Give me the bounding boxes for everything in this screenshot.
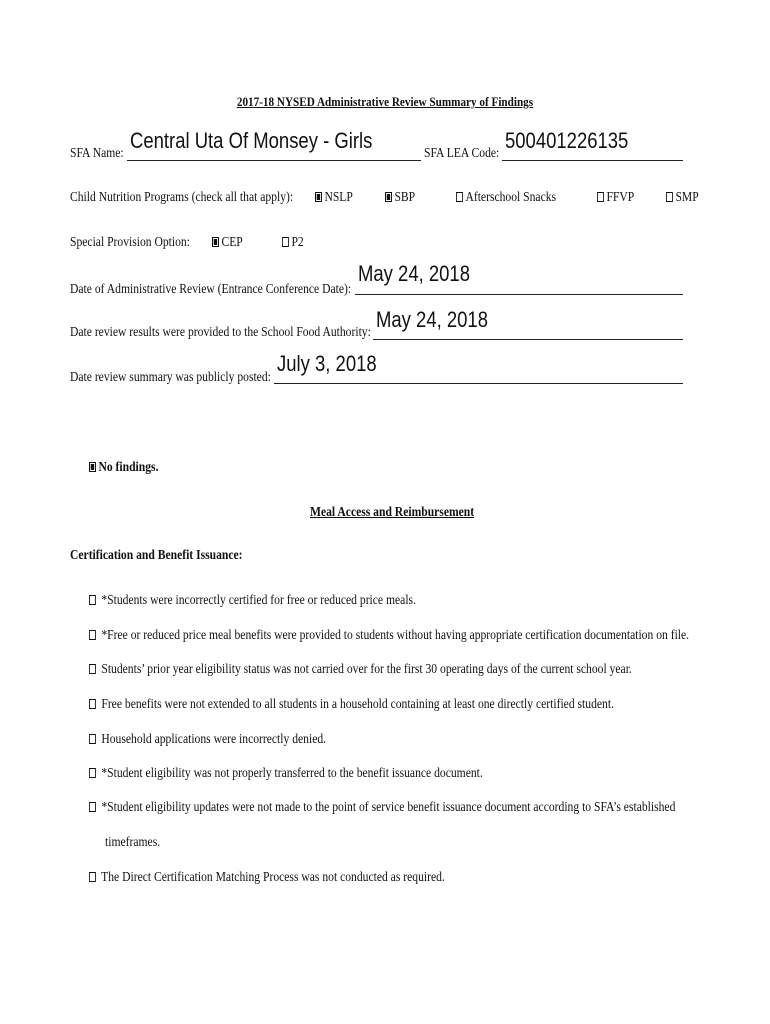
finding-item[interactable]: *Student eligibility updates were not made to the point of service benefit issuance document according to SFA’s established	[89, 799, 675, 815]
finding-item[interactable]: The Direct Certification Matching Process was not conducted as required.	[89, 869, 445, 885]
checkbox-icon[interactable]	[456, 192, 463, 202]
checkbox-icon[interactable]	[597, 192, 604, 202]
finding-item[interactable]: *Students were incorrectly certified for free or reduced price meals.	[89, 592, 416, 608]
program-smp[interactable]: SMP	[666, 189, 699, 205]
review-date-line	[355, 294, 683, 295]
sfa-lea-label: SFA LEA Code:	[424, 145, 500, 160]
sfa-lea-field[interactable]: 500401226135	[505, 128, 629, 153]
sfa-name-line	[127, 160, 421, 161]
no-findings-option[interactable]: No findings.	[89, 459, 158, 475]
program-nslp[interactable]: NSLP	[315, 189, 353, 205]
checkbox-icon[interactable]	[89, 699, 96, 709]
posted-date-field[interactable]: July 3, 2018	[277, 351, 377, 376]
checkbox-icon[interactable]	[666, 192, 673, 202]
special-provision-label: Special Provision Option:	[70, 234, 190, 249]
program-afterschool-snacks[interactable]: Afterschool Snacks	[456, 189, 556, 205]
posted-date-line	[274, 383, 683, 384]
program-ffvp[interactable]: FFVP	[597, 189, 634, 205]
review-date-label: Date of Administrative Review (Entrance Conference Date):	[70, 281, 352, 296]
subsection-heading: Certification and Benefit Issuance:	[70, 547, 243, 562]
review-date-field[interactable]: May 24, 2018	[358, 261, 470, 286]
finding-item-continuation: timeframes.	[105, 834, 161, 849]
program-sbp[interactable]: SBP	[385, 189, 415, 205]
checkbox-icon[interactable]	[89, 768, 96, 778]
checkbox-icon[interactable]	[89, 595, 96, 605]
checkbox-icon[interactable]	[89, 734, 96, 744]
provision-cep[interactable]: CEP	[212, 234, 243, 250]
provided-date-field[interactable]: May 24, 2018	[376, 307, 488, 332]
section-heading: Meal Access and Reimbursement	[310, 504, 475, 519]
checkbox-icon[interactable]	[89, 630, 96, 640]
provision-p2[interactable]: P2	[282, 234, 304, 250]
provided-date-line	[373, 339, 683, 340]
checkbox-icon[interactable]	[282, 237, 289, 247]
finding-item[interactable]: Students’ prior year eligibility status was not carried over for the first 30 operating days of the current school year.	[89, 661, 632, 677]
finding-item[interactable]: *Student eligibility was not properly transferred to the benefit issuance document.	[89, 765, 483, 781]
sfa-name-field[interactable]: Central Uta Of Monsey - Girls	[130, 128, 373, 153]
finding-item[interactable]: Household applications were incorrectly denied.	[89, 731, 326, 747]
checkbox-icon[interactable]	[212, 237, 219, 247]
programs-label: Child Nutrition Programs (check all that apply):	[70, 189, 294, 204]
page-title: 2017-18 NYSED Administrative Review Summary of Findings	[236, 94, 534, 109]
checkbox-icon[interactable]	[89, 802, 96, 812]
finding-item[interactable]: Free benefits were not extended to all students in a household containing at least one directly certified student.	[89, 696, 614, 712]
checkbox-icon[interactable]	[315, 192, 322, 202]
posted-date-label: Date review summary was publicly posted:	[70, 369, 271, 384]
checkbox-icon[interactable]	[89, 664, 96, 674]
checkbox-icon[interactable]	[89, 462, 96, 472]
checkbox-icon[interactable]	[89, 872, 96, 882]
provided-date-label: Date review results were provided to the School Food Authority:	[70, 324, 371, 339]
sfa-name-label: SFA Name:	[70, 145, 124, 160]
checkbox-icon[interactable]	[385, 192, 392, 202]
sfa-lea-line	[502, 160, 683, 161]
finding-item[interactable]: *Free or reduced price meal benefits were provided to students without having appropriate certification documentation on file.	[89, 627, 689, 643]
